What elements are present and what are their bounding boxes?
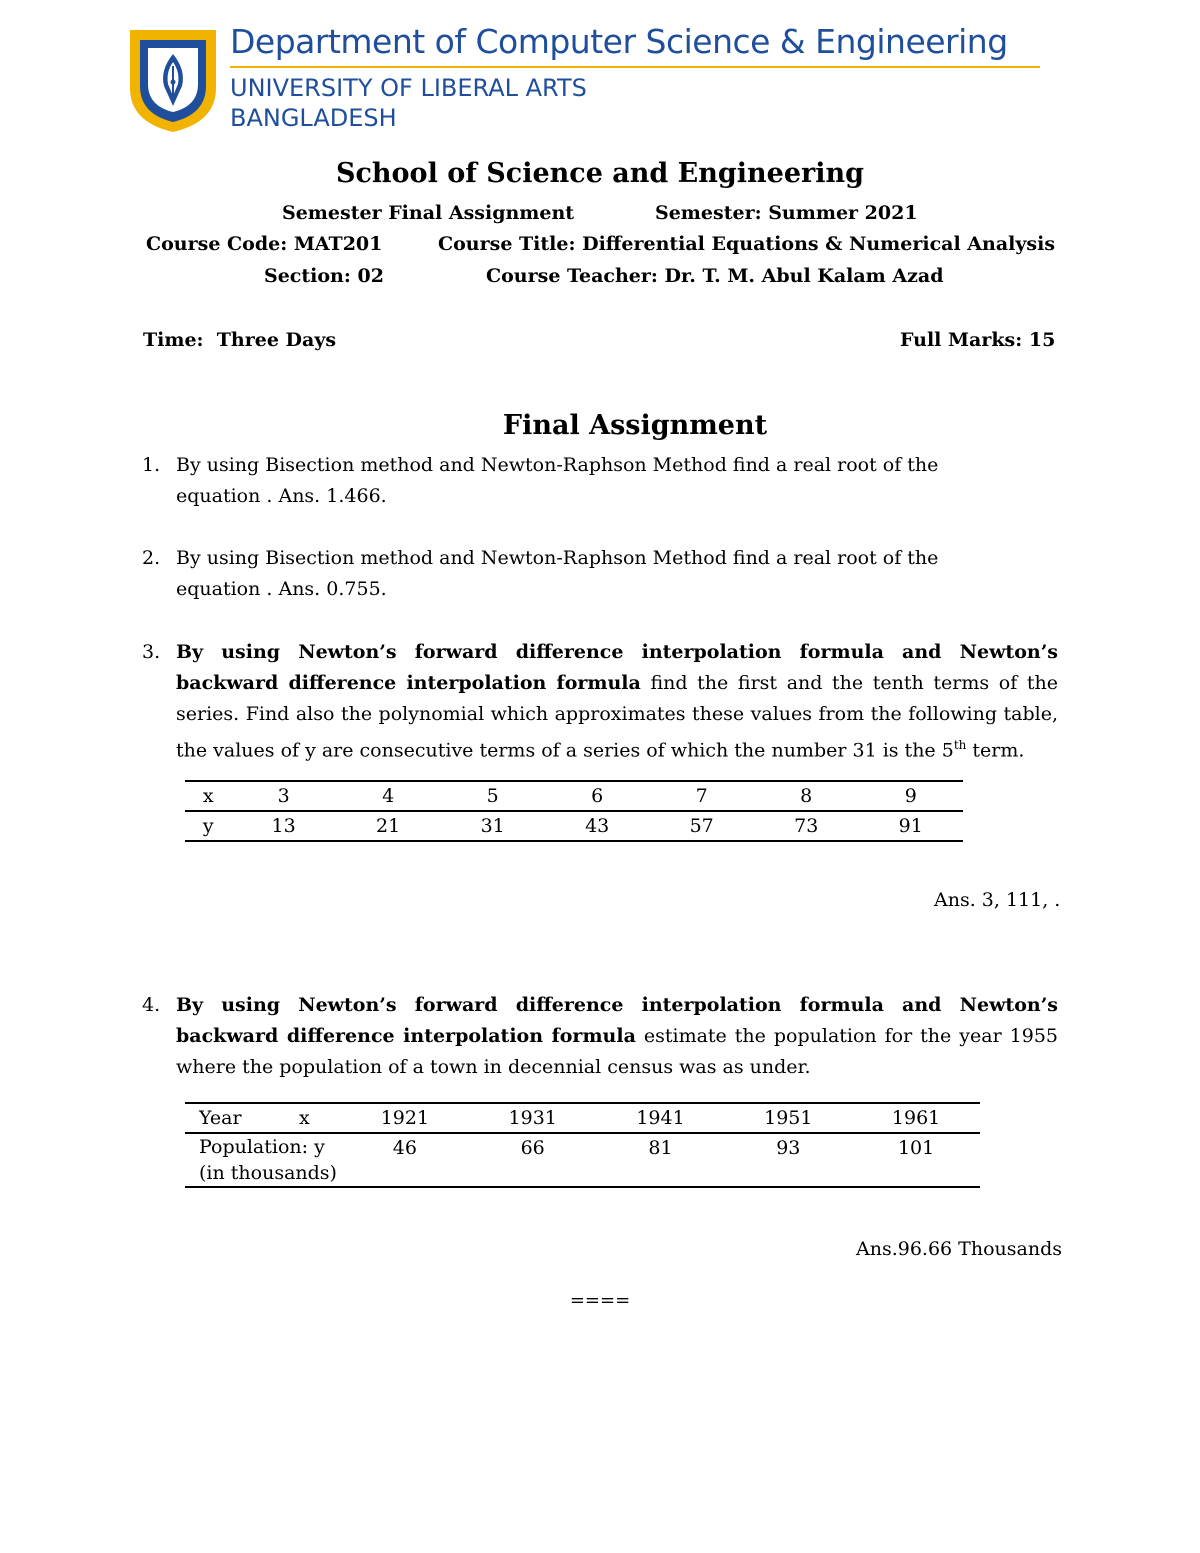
table-cell: 1921: [380, 1107, 430, 1129]
assignment-type: Semester Final Assignment: [282, 202, 575, 224]
course-code: Course Code: MAT201: [146, 233, 383, 255]
table-cell: 66: [520, 1137, 545, 1159]
table-cell: 73: [794, 815, 819, 837]
semester: Semester: Summer 2021: [655, 202, 918, 224]
row-label-units: (in thousands): [199, 1162, 337, 1184]
table-row: [185, 781, 963, 811]
question-body-text-end: term.: [966, 739, 1025, 762]
table-cell: 4: [382, 785, 395, 807]
question-text: [176, 637, 1058, 766]
table-cell: 7: [695, 785, 708, 807]
table-cell: 1961: [891, 1107, 941, 1129]
section: Section: 02: [264, 265, 384, 287]
table-cell: 91: [898, 815, 923, 837]
question-body-text: find the first and the tenth terms of the series. Find also the polynomial which approximates these values from the following table, the values of y are consecutive terms of a series of which the number 31 is the 5: [176, 672, 1058, 762]
course-teacher: Course Teacher: Dr. T. M. Abul Kalam Azad: [486, 265, 944, 287]
time-limit: Time: Three Days: [143, 329, 337, 351]
university-name: UNIVERSITY OF LIBERAL ARTS: [230, 74, 587, 102]
table-cell: 81: [648, 1137, 673, 1159]
table-cell: x: [299, 1107, 310, 1129]
question-text: By using Bisection method and Newton-Raphson Method find a real root of the equation . Ans. 1.466.: [176, 454, 939, 507]
table-cell: 9: [904, 785, 917, 807]
question-number: 3.: [142, 641, 161, 663]
table-cell: 1941: [636, 1107, 685, 1129]
table-cell: 93: [776, 1137, 801, 1159]
question-number: 4.: [142, 994, 161, 1016]
table-cell: 13: [271, 815, 296, 837]
answer-3: Ans. 3, 111, .: [934, 889, 1061, 911]
table-cell: 5: [486, 785, 499, 807]
table-cell: x: [202, 785, 214, 807]
table-cell: 8: [800, 785, 813, 807]
table-cell: 46: [392, 1137, 417, 1159]
question-bold-text: By using Newton’s forward difference interpolation formula and Newton’s backward difference interpolation formula: [176, 994, 1058, 1047]
question-number: 2.: [142, 547, 161, 569]
table-cell: 6: [591, 785, 604, 807]
population-table: [185, 1102, 980, 1188]
question-4: [142, 990, 1058, 1083]
university-country: BANGLADESH: [230, 104, 397, 132]
superscript: th: [953, 738, 967, 752]
table-cell: 57: [689, 815, 714, 837]
table-cell: 43: [585, 815, 610, 837]
question-1: [142, 450, 952, 512]
question-3: [142, 637, 1058, 766]
table-cell: 21: [376, 815, 401, 837]
full-marks: Full Marks: 15: [900, 329, 1056, 351]
school-title: School of Science and Engineering: [335, 158, 865, 189]
table-cell: 1951: [764, 1107, 813, 1129]
series-table: [185, 780, 963, 842]
answer-4: Ans.96.66 Thousands: [856, 1238, 1062, 1260]
table-cell: 3: [277, 785, 290, 807]
table-cell: Year: [199, 1107, 242, 1129]
table-cell: y: [202, 815, 214, 837]
end-mark: ====: [569, 1290, 631, 1311]
question-body-text: estimate the population for the year 1955 where the population of a town in decennial census was as under.: [176, 1025, 1058, 1078]
department-title: Department of Computer Science & Engineering: [230, 22, 1008, 61]
question-2: [142, 543, 952, 605]
question-text: [176, 990, 1058, 1083]
table-cell: 1931: [508, 1107, 557, 1129]
table-cell: 101: [897, 1137, 935, 1159]
assignment-title: Final Assignment: [502, 410, 768, 441]
question-bold-text: By using Newton’s forward difference interpolation formula and Newton’s backward difference interpolation formula: [176, 641, 1058, 694]
university-logo: [126, 26, 220, 134]
question-number: 1.: [142, 454, 161, 476]
course-title: Course Title: Differential Equations & Numerical Analysis: [438, 233, 1056, 255]
header-divider: [230, 66, 1040, 68]
question-text: By using Bisection method and Newton-Raphson Method find a real root of the equation . Ans. 0.755.: [176, 547, 939, 600]
table-cell: [185, 1133, 341, 1187]
table-row: [185, 1103, 980, 1133]
table-row: [185, 811, 963, 841]
row-label: Population: y: [199, 1136, 325, 1158]
table-row: [185, 1133, 980, 1187]
table-cell: 31: [480, 815, 505, 837]
